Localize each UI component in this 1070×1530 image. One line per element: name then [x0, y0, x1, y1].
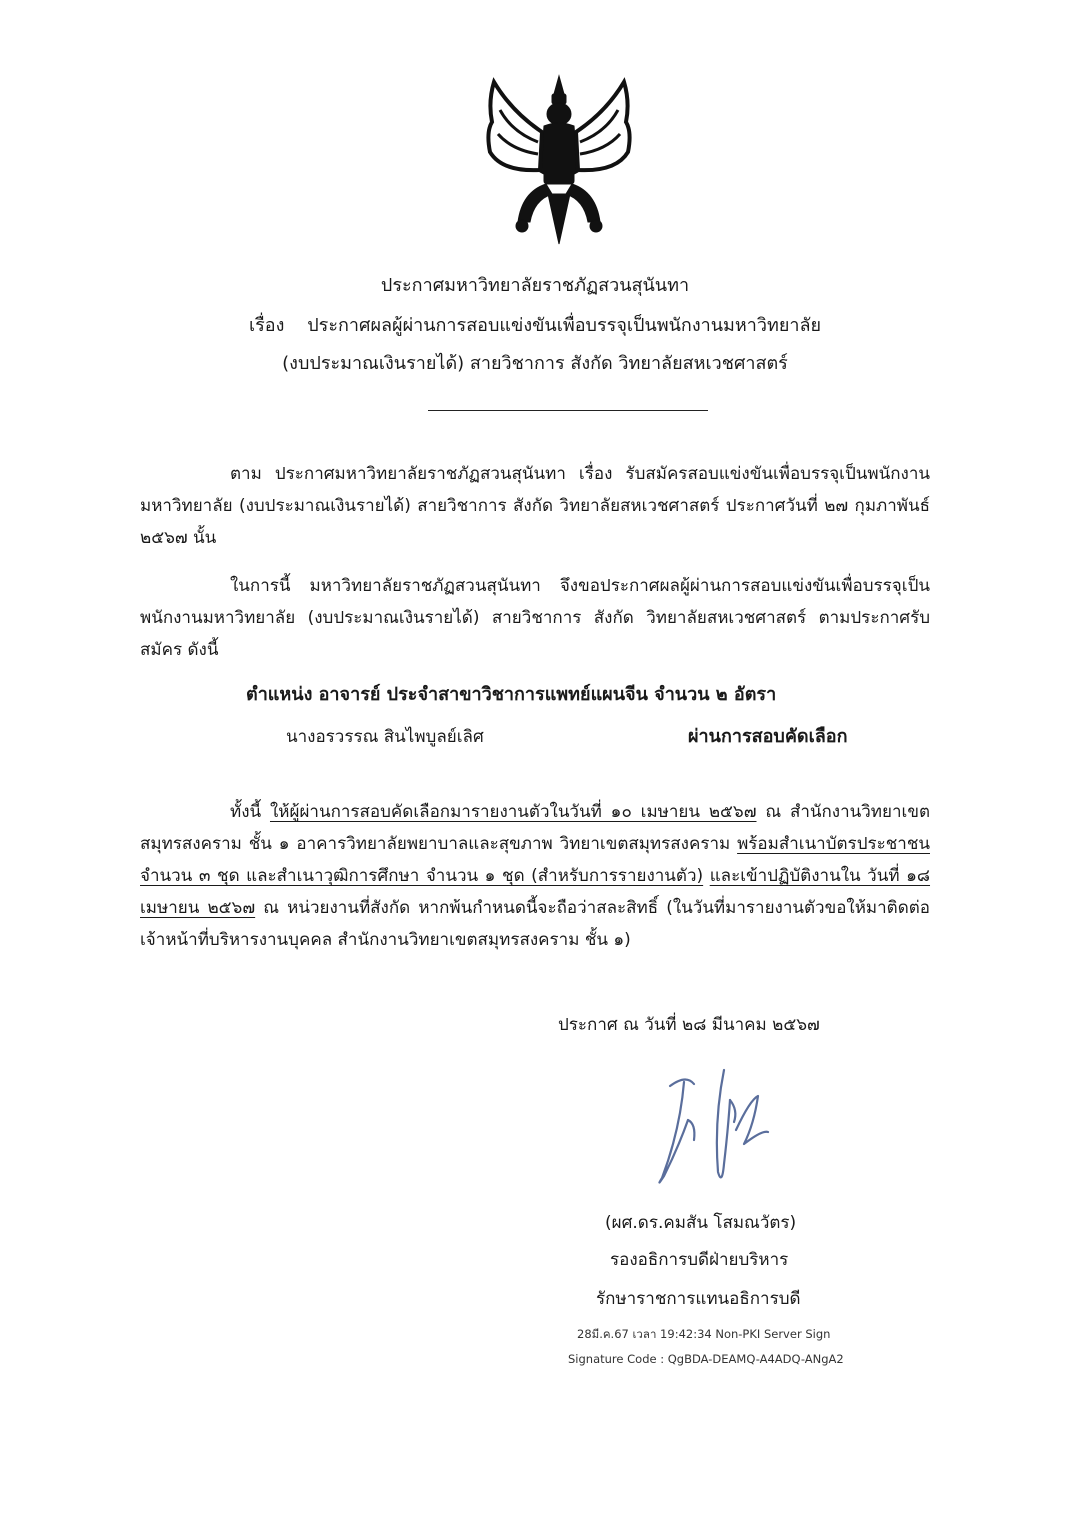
subject-label: เรื่อง [248, 315, 285, 336]
subject-line-2: (งบประมาณเงินรายได้) สายวิชาการ สังกัด วิทยาลัยสหเวชศาสตร์ [282, 353, 788, 374]
subject-line [0, 312, 1070, 340]
signer-title-2: รักษาราชการแทนอธิการบดี [596, 1289, 801, 1309]
issuer-line: ประกาศมหาวิทยาลัยราชภัฏสวนสุนันทา [380, 275, 690, 296]
subject-text: ประกาศผลผู้ผ่านการสอบแข่งขันเพื่อบรรจุเป็นพนักงานมหาวิทยาลัย [307, 315, 822, 336]
sign-timestamp: 28มี.ค.67 เวลา 19:42:34 Non-PKI Server Sign [577, 1327, 831, 1341]
candidate-name: นางอรวรรณ สินไพบูลย์เลิศ [286, 727, 484, 747]
paragraph-2 [140, 570, 930, 666]
signer-title-1: รองอธิการบดีฝ่ายบริหาร [610, 1250, 789, 1270]
required-documents-text: พร้อมสำเนาบัตรประชาชน จำนวน ๓ ชุด และสำเนาวุฒิการศึกษา จำนวน ๑ ชุด (สำหรับการรายงานตัว) [140, 834, 930, 886]
position-heading: ตำแหน่ง อาจารย์ ประจำสาขาวิชาการแพทย์แผนจีน จำนวน ๒ อัตรา [246, 684, 777, 705]
para3-tail: ณ หน่วยงานที่สังกัด หากพ้นกำหนดนี้จะถือว่าสละสิทธิ์ (ในวันที่มารายงานตัวขอให้มาติดต่อ เจ้าหน้าที่บริหารงานบุคคล สำนักงานวิทยาเขตสมุทรสงคราม ชั้น ๑) [140, 898, 931, 950]
signer-name: (ผศ.ดร.คมสัน โสมณวัตร) [605, 1213, 797, 1233]
report-location-text: ณ สำนักงานวิทยาเขตสมุทรสงคราม ชั้น ๑ อาคารวิทยาลัยพยาบาลและสุขภาพ วิทยาเขตสมุทรสงคราม [140, 802, 930, 854]
handwritten-signature [640, 1060, 780, 1200]
garuda-emblem-icon [482, 72, 637, 247]
report-date-text: ให้ผู้ผ่านการสอบคัดเลือกมารายงานตัวในวันที่ ๑๐ เมษายน ๒๕๖๗ [269, 802, 757, 822]
paragraph-1-text: ตาม ประกาศมหาวิทยาลัยราชภัฏสวนสุนันทา เรื่อง รับสมัครสอบแข่งขันเพื่อบรรจุเป็นพนักงานมหาวิทยาลัย (งบประมาณเงินรายได้) สายวิชาการ สังกัด วิทยาลัยสหเวชศาสตร์ ประกาศวันที่ ๒๗ กุมภาพันธ์ ๒๕๖๗ นั้น [140, 464, 930, 548]
paragraph-1 [140, 458, 930, 554]
announce-date: ประกาศ ณ วันที่ ๒๘ มีนาคม ๒๕๖๗ [558, 1015, 820, 1035]
para3-lead: ทั้งนี้ [230, 802, 270, 822]
divider [428, 410, 708, 411]
paragraph-2-text: ในการนี้ มหาวิทยาลัยราชภัฏสวนสุนันทา จึงขอประกาศผลผู้ผ่านการสอบแข่งขันเพื่อบรรจุเป็นพนักงานมหาวิทยาลัย (งบประมาณเงินรายได้) สายวิชาการ สังกัด วิทยาลัยสหเวชศาสตร์ ตามประกาศรับสมัคร ดังนี้ [140, 576, 930, 660]
paragraph-3-text [140, 796, 930, 956]
signature-code: Signature Code : QgBDA-DEAMQ-A4ADQ-ANgA2 [568, 1352, 844, 1366]
candidate-result: ผ่านการสอบคัดเลือก [688, 726, 848, 747]
start-work-date-text: และเข้าปฏิบัติงานใน วันที่ ๑๘ เมษายน ๒๕๖๗ [140, 866, 931, 918]
paragraph-3 [140, 796, 930, 956]
